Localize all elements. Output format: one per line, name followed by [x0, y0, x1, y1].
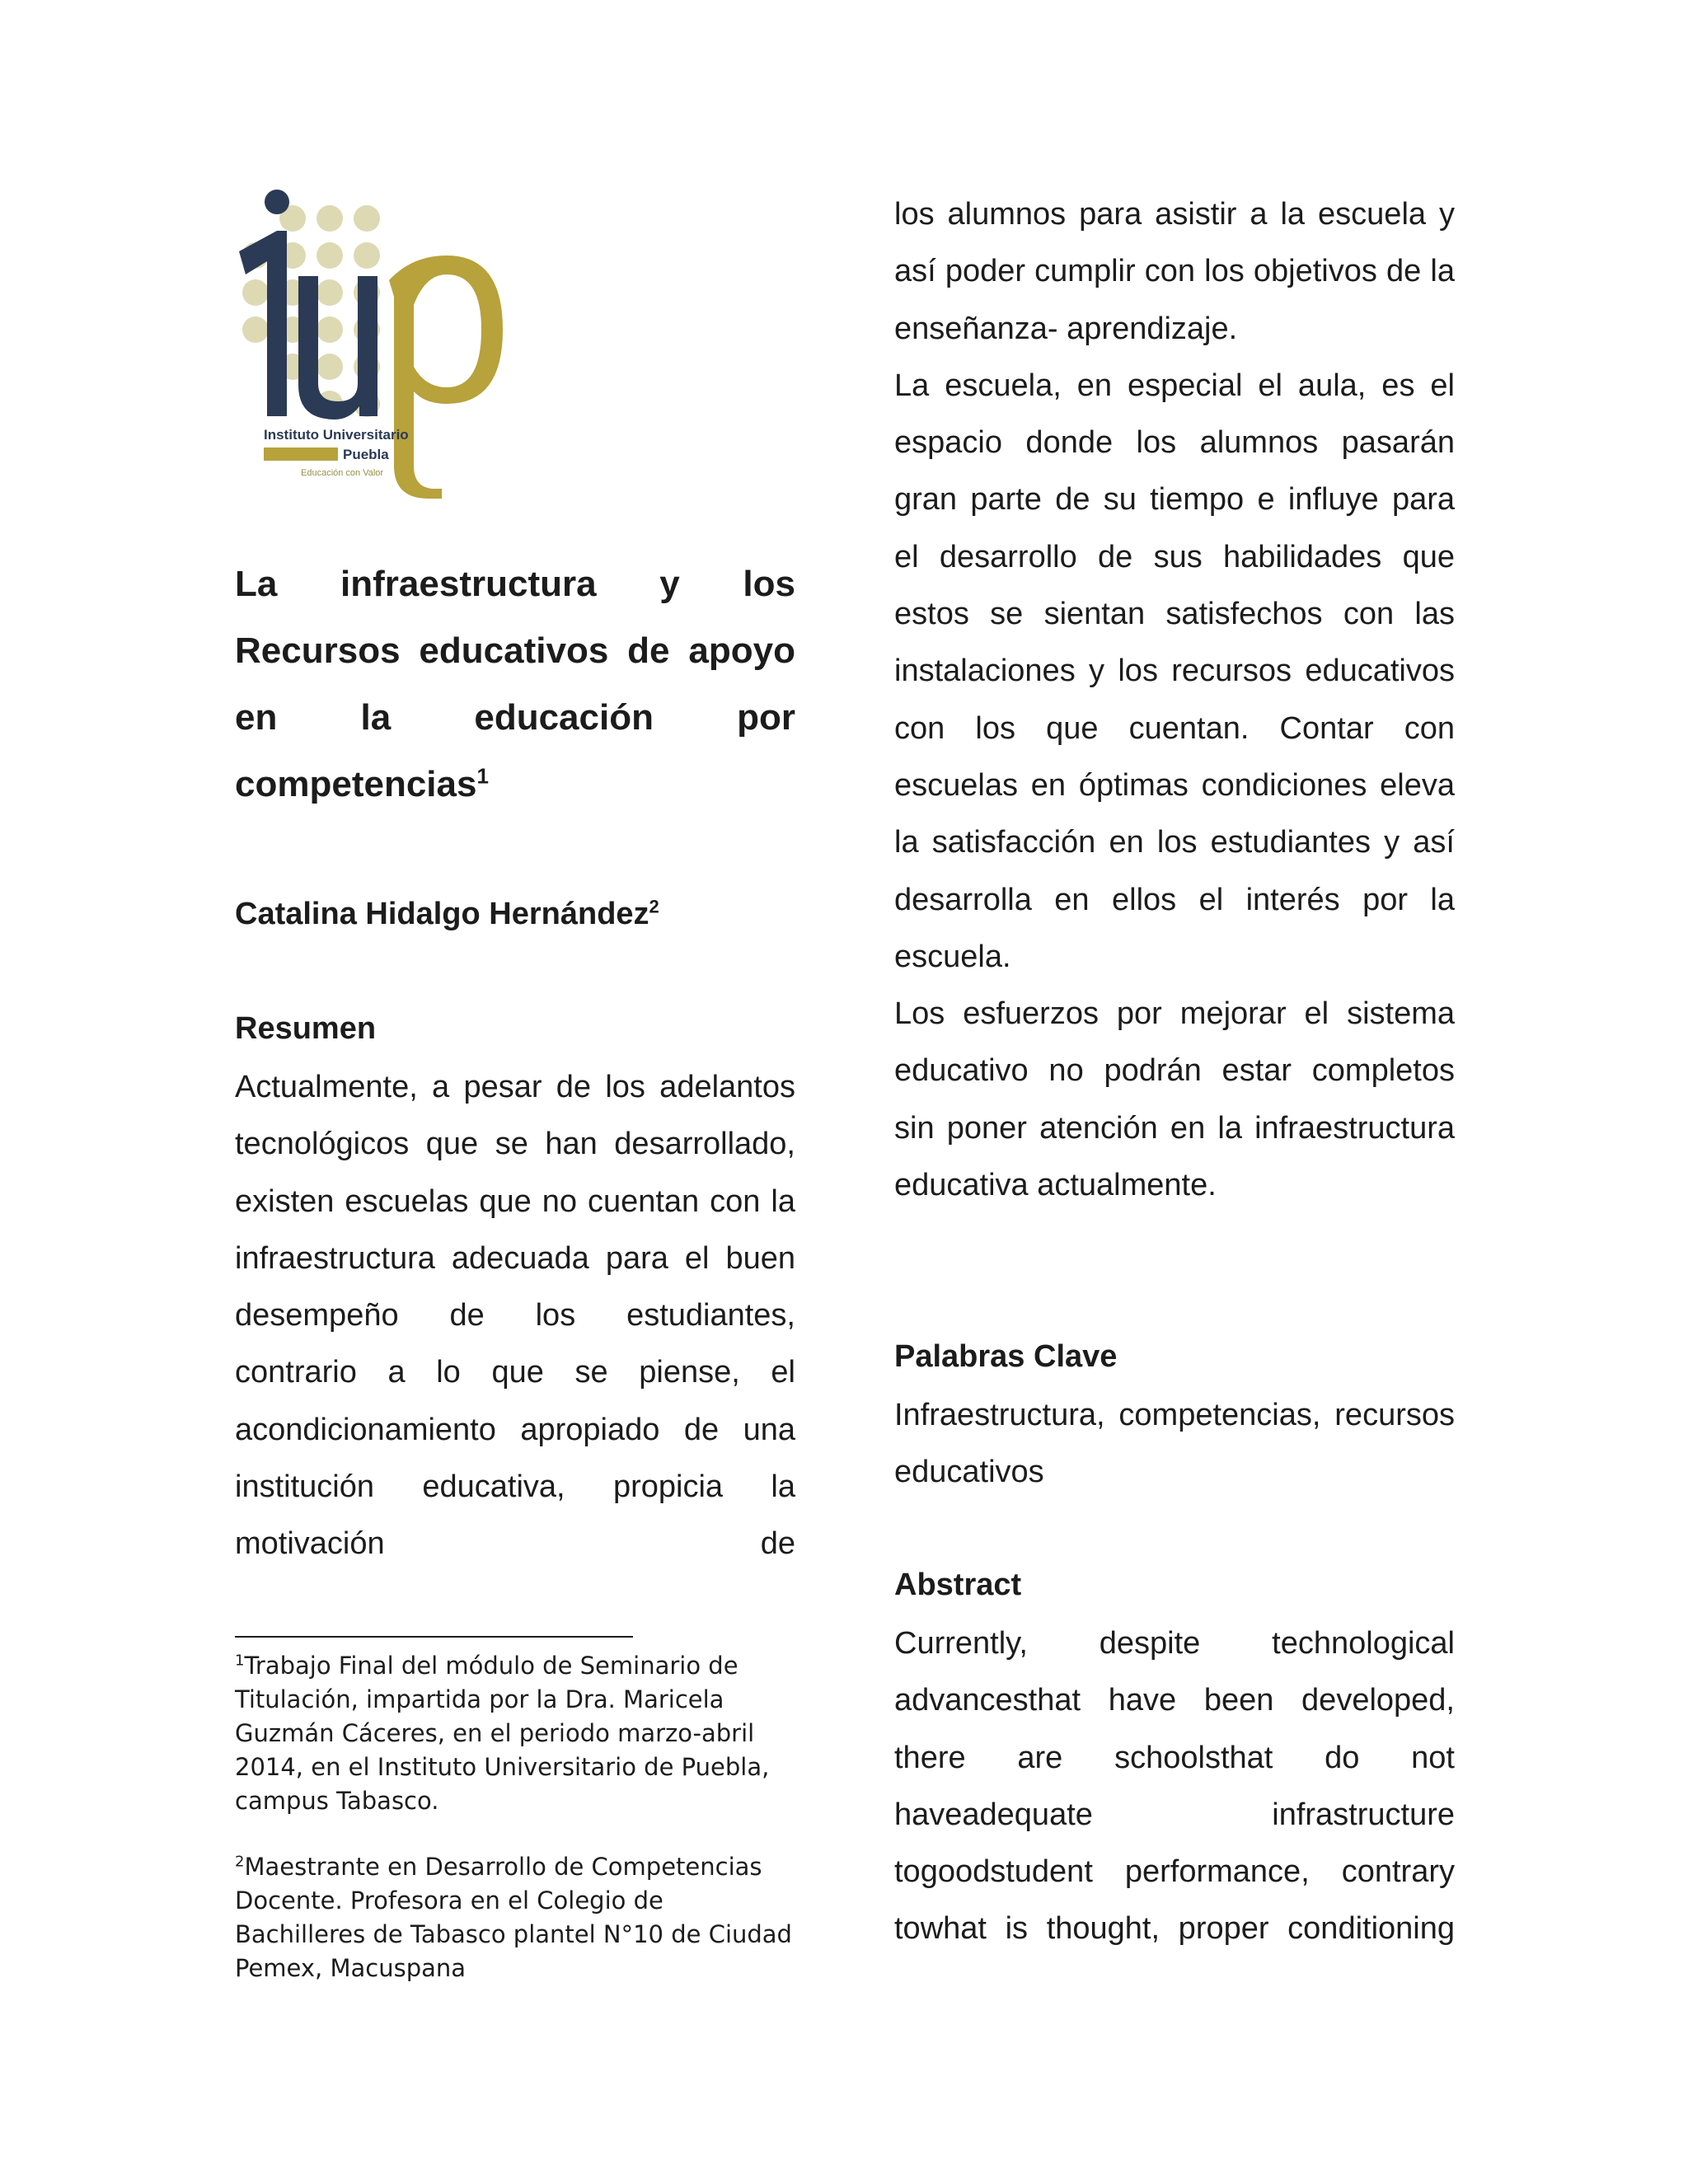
paper-title	[235, 551, 795, 818]
resumen-continuation: los alumnos para asistir a la escuela y así poder cumplir con los objetivos de la enseñanza- aprendizaje.	[894, 197, 1455, 346]
author-name	[235, 893, 795, 935]
footnote-2-text: Maestrante en Desarrollo de Competencias Docente. Profesora en el Colegio de Bachilleres de Tabasco plantel N°10 de Ciudad Pemex, Macuspana	[235, 1853, 792, 1982]
footnote-2	[235, 1850, 795, 1985]
iup-logo-graphic	[231, 185, 528, 499]
author-footnote-ref: 2	[649, 896, 659, 917]
footnote-1-text: Trabajo Final del módulo de Seminario de Titulación, impartida por la Dra. Maricela Guzmán Cáceres, en el periodo marzo-abril 2014, en el Instituto Universitario de Puebla, campus Tabasco.	[235, 1652, 770, 1815]
logo-institution-line1: Instituto Universitario	[264, 427, 409, 443]
author-name-text: Catalina Hidalgo Hernández	[235, 897, 649, 931]
title-footnote-ref: 1	[476, 763, 489, 789]
keywords-text: Infraestructura, competencias, recursos educativos	[894, 1398, 1455, 1490]
footnote-1	[235, 1649, 795, 1818]
abstract-heading: Abstract	[894, 1568, 1022, 1602]
paper-title-text: La infraestructura y los Recursos educativos de apoyo en la educación por competencias	[235, 564, 795, 804]
footnote-1-ref: 1	[235, 1652, 245, 1670]
keywords-heading: Palabras Clave	[894, 1339, 1118, 1374]
logo-tagline: Educación con Valor	[301, 468, 384, 478]
resumen-paragraph-2: La escuela, en especial el aula, es el espacio donde los alumnos pasarán gran parte de su tiempo e influye para el desarrollo de sus habilidades que estos se sientan satisfechos con las instalaciones y los recursos educativos con los que cuentan. Contar con escuelas en óptimas condiciones eleva la satisfacción en los estudiantes y así desarrolla en ellos el interés por la escuela.	[894, 368, 1455, 974]
institution-logo	[231, 185, 528, 499]
resumen-text: Actualmente, a pesar de los adelantos tecnológicos que se han desarrollado, existen escuelas que no cuentan con la infraestructura adecuada para el buen desempeño de los estudiantes, contrario a lo que se piense, el acondicionamiento apropiado de una institución educativa, propicia la motivación de	[235, 1070, 795, 1562]
logo-stripe	[264, 448, 338, 461]
resumen-heading: Resumen	[235, 1011, 377, 1046]
right-column-body	[894, 186, 1455, 1214]
logo-institution-line2: Puebla	[343, 447, 389, 462]
footnote-2-ref: 2	[235, 1853, 245, 1871]
footnote-separator	[235, 1636, 633, 1638]
abstract-text: Currently, despite technological advancesthat have been developed, there are schoolsthat do not haveadequate infrastructure togoodstudent performance, contrary towhat is thought, proper conditioning	[894, 1626, 1455, 1947]
resumen-paragraph-3: Los esfuerzos por mejorar el sistema educativo no podrán estar completos sin poner atención en la infraestructura educativa actualmente.	[894, 996, 1455, 1203]
